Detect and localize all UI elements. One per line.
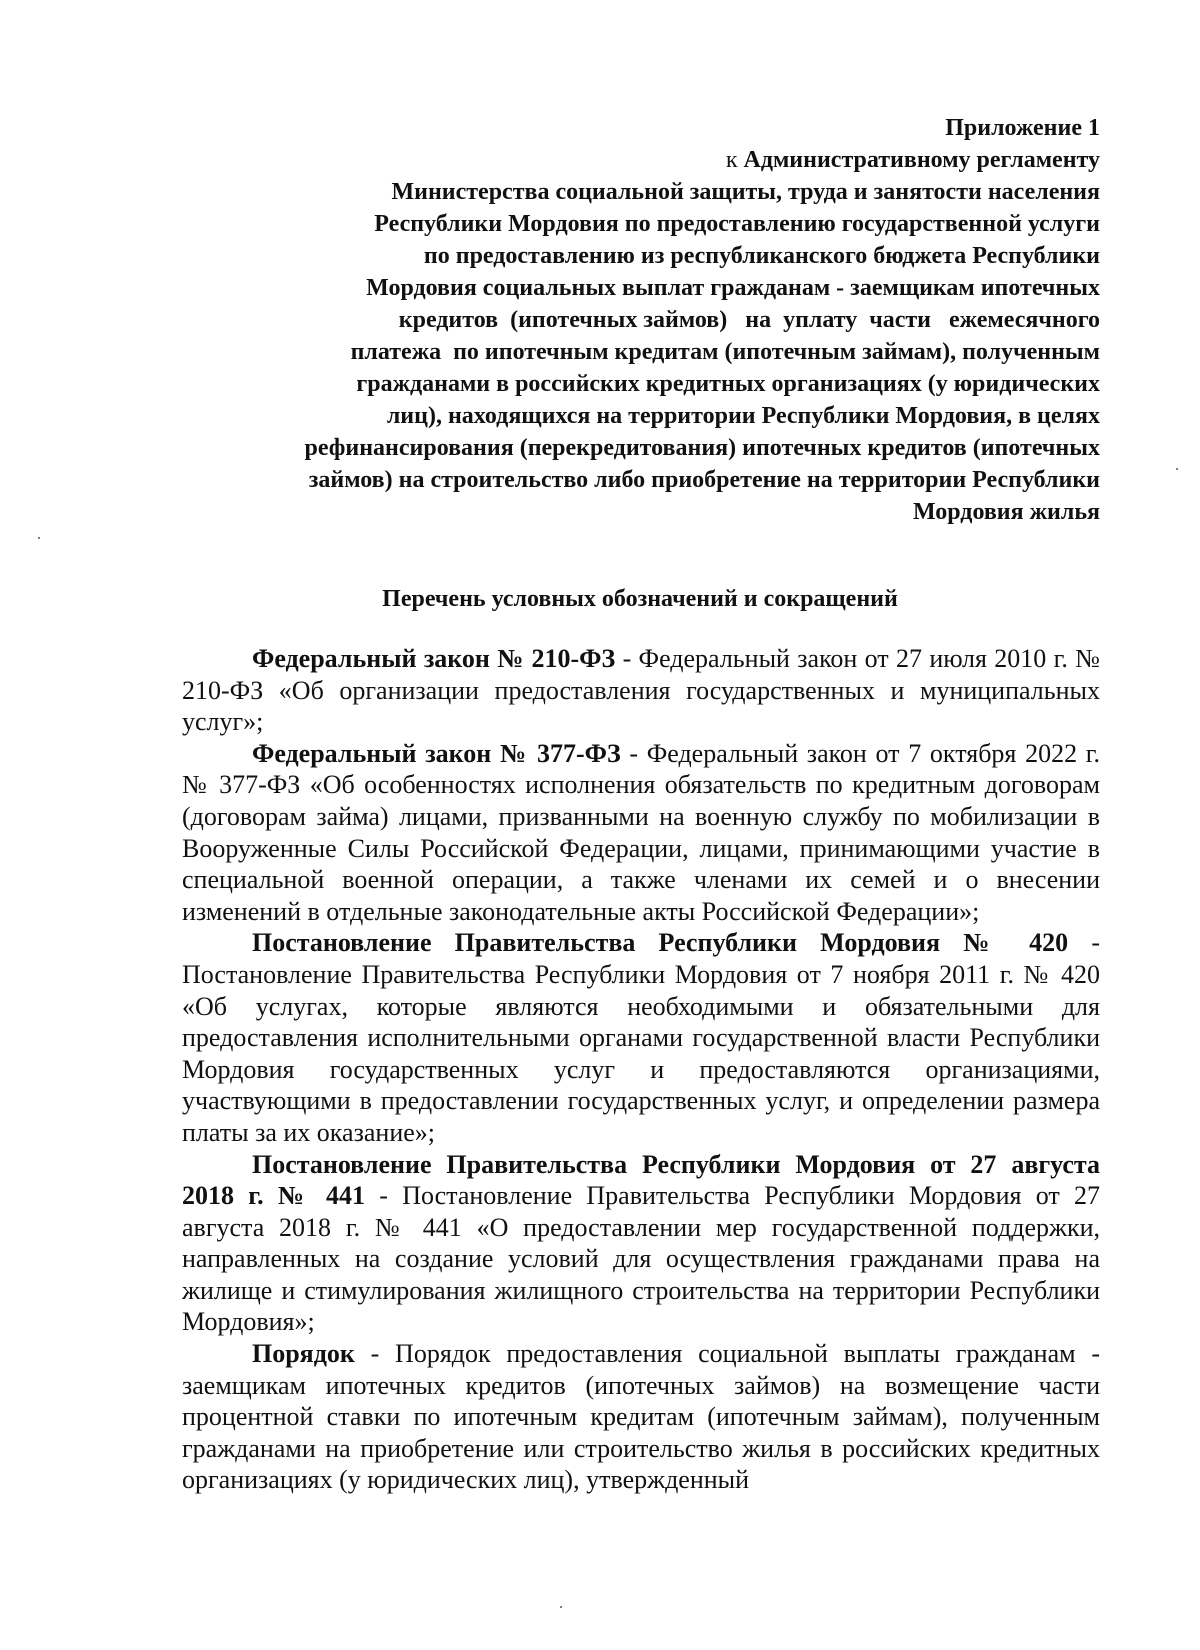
definition-text: - Федеральный закон от 7 октября 2022 г. № 377-ФЗ «Об особенностях исполнения обязательств по кредитным договорам (договорам займа) лицами, призванными на военную службу по мобилизации в Вооруженные Силы Российской Федерации, лицами, принимающими участие в специальной военной операции, а также членами их семей и о внесении изменений в отдельные законодательные акты Российской Федерации»;: [182, 738, 1100, 926]
definition-text: - Постановление Правительства Республики Мордовия от 7 ноября 2011 г. № 420 «Об услугах, которые являются необходимыми и обязательными для предоставления исполнительными органами государственной власти Республики Мордовия государственных услуг и предоставляются организациями, участвующими в предоставлении государственных услуг, и определении размера платы за их оказание»;: [182, 928, 1100, 1147]
definition-term: Постановление Правительства Республики Мордовия от 27 августа 2018 г. № 441: [182, 1149, 1100, 1211]
definition-term: Федеральный закон № 210-ФЗ: [252, 644, 616, 673]
appendix-header: [178, 112, 1100, 528]
definition-text: - Постановление Правительства Республики Мордовия от 27 августа 2018 г. № 441 «О предоставлении мер государственной поддержки, направленных на создание условий для осуществления гражданами права на жилище и стимулирования жилищного строительства на территории Республики Мордовия»;: [182, 1181, 1100, 1337]
definition-term: Постановление Правительства Республики Мордовия № 420: [252, 928, 1069, 958]
header-line: Республики Мордовия по предоставлению государственной услуги: [374, 211, 1100, 237]
scan-speck: [560, 1606, 562, 1608]
definition-text: - Федеральный закон от 27 июля 2010 г. № 210-ФЗ «Об организации предоставления государственных и муниципальных услуг»;: [182, 644, 1100, 737]
header-line: гражданами в российских кредитных организациях (у юридических: [356, 371, 1100, 397]
definition-paragraph: [182, 1338, 1100, 1496]
appendix-ref-text: Административному регламенту: [743, 147, 1100, 173]
header-line: рефинансирования (перекредитования) ипотечных кредитов (ипотечных: [304, 435, 1100, 461]
header-line: лиц), находящихся на территории Республики Мордовия, в целях: [386, 403, 1100, 429]
definition-paragraph: [182, 643, 1100, 738]
definition-term: Порядок: [252, 1339, 355, 1369]
header-line: кредитов (ипотечных займов) на уплату части ежемесячного: [398, 307, 1100, 333]
header-line: займов) на строительство либо приобретение на территории Республики: [308, 467, 1100, 493]
appendix-number: Приложение 1: [945, 115, 1100, 141]
header-line: Мордовия жилья: [912, 499, 1100, 525]
header-line: Министерства социальной защиты, труда и занятости населения: [391, 179, 1100, 205]
header-line: Мордовия социальных выплат гражданам - заемщикам ипотечных: [366, 275, 1100, 301]
document-title: Перечень условных обозначений и сокращений: [382, 586, 898, 612]
scan-speck: [38, 537, 40, 539]
document-body: [182, 643, 1100, 1496]
scan-speck: [1176, 468, 1178, 470]
definition-term: Федеральный закон № 377-ФЗ: [252, 738, 621, 768]
header-line: по предоставлению из республиканского бюджета Республики: [423, 243, 1100, 269]
appendix-ref-line: [178, 144, 1100, 176]
definition-paragraph: [182, 1149, 1100, 1339]
definition-paragraph: [182, 738, 1100, 928]
header-line: платежа по ипотечным кредитам (ипотечным займам), полученным: [350, 339, 1100, 365]
appendix-ref-lead: к: [725, 147, 744, 173]
definition-text: - Порядок предоставления социальной выплаты гражданам - заемщикам ипотечных кредитов (ипотечных займов) на возмещение части процентной ставки по ипотечным кредитам (ипотечным займам), полученным гражданами на приобретение или строительство жилья в российских кредитных организациях (у юридических лиц), утвержденный: [182, 1339, 1100, 1495]
definition-paragraph: [182, 927, 1100, 1148]
